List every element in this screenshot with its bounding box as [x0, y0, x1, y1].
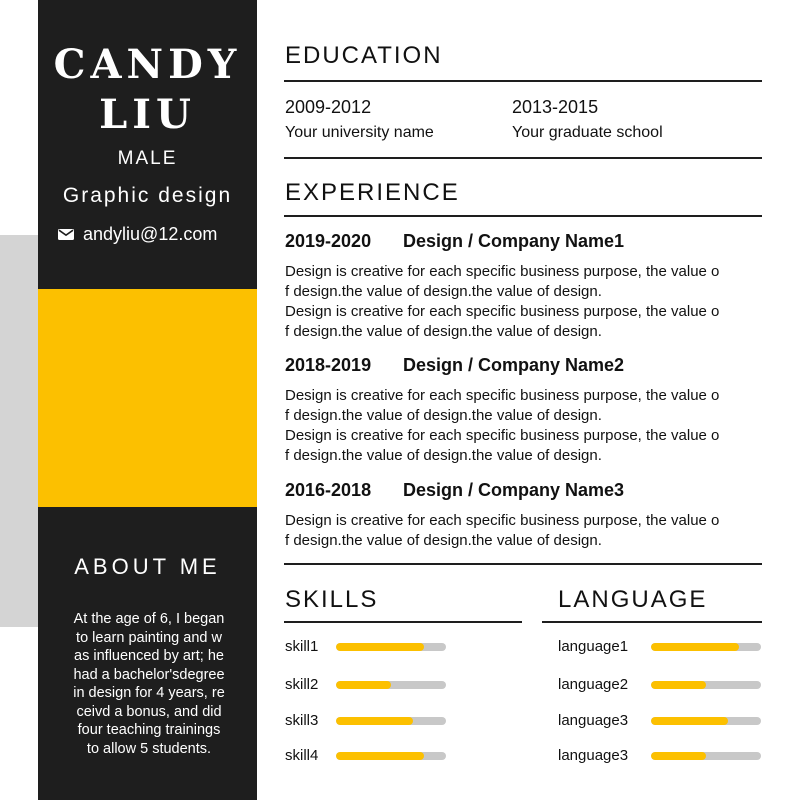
email-row [58, 222, 217, 246]
job-description-1: Design is creative for each specific business purpose, the value o f design.the value of design.the value of design. Design is creative for each specific business purpose, the value o f design.the value of design.the value of design. [285, 263, 720, 340]
language-bar-fill [651, 681, 706, 689]
sidebar [38, 0, 257, 800]
education-divider [284, 80, 762, 82]
skill-label: skill4 [285, 747, 319, 764]
language-label: language3 [558, 712, 629, 729]
education-bottom-divider [284, 157, 762, 159]
skill-label: skill1 [285, 638, 319, 655]
language-label: language2 [558, 676, 629, 693]
education-school-1: Your university name [285, 124, 434, 141]
skill-bar-fill [336, 717, 413, 725]
experience-title: EXPERIENCE [285, 179, 460, 206]
education-years-2: 2013-2015 [512, 97, 599, 117]
language-bar [651, 717, 761, 725]
last-name: LIU [99, 91, 196, 138]
skill-label: skill3 [285, 712, 319, 729]
language-divider [542, 621, 762, 623]
language-title: LANGUAGE [558, 586, 708, 613]
job-description-3: Design is creative for each specific business purpose, the value o f design.the value of design.the value of design. [285, 512, 720, 549]
language-label: language3 [558, 747, 629, 764]
skills-title: SKILLS [285, 586, 379, 613]
job-title: Design / Company Name1 [403, 231, 625, 251]
job-years: 2016-2018 [285, 480, 372, 500]
language-label: language1 [558, 638, 629, 655]
education-school-2: Your graduate school [512, 124, 663, 141]
gender: MALE [117, 148, 178, 169]
job-role: Graphic design [62, 184, 233, 207]
about-me-text: At the age of 6, I began to learn painting and w as influenced by art; he had a bachelor'sdegree in design for 4 years, re ceivd a bonus, and did four teaching trainings to allow 5 students. [73, 611, 225, 757]
decorative-gray-block [0, 235, 38, 627]
job-description-2: Design is creative for each specific business purpose, the value o f design.the value of design.the value of design. Design is creative for each specific business purpose, the value o f design.the value of design.the value of design. [285, 387, 720, 464]
job-years: 2018-2019 [285, 355, 372, 375]
job-heading-1 [285, 231, 624, 252]
experience-divider [284, 215, 762, 217]
skill-bar [336, 752, 446, 760]
education-years-1: 2009-2012 [285, 97, 372, 117]
job-title: Design / Company Name2 [403, 355, 625, 375]
job-years: 2019-2020 [285, 231, 372, 251]
language-bar-fill [651, 643, 739, 651]
language-bar-fill [651, 752, 706, 760]
email-address: andyliu@12.com [83, 223, 218, 244]
skill-bar-fill [336, 752, 424, 760]
skill-bar-fill [336, 643, 424, 651]
language-bar [651, 681, 761, 689]
language-bar [651, 752, 761, 760]
job-title: Design / Company Name3 [403, 480, 625, 500]
envelope-icon [58, 229, 74, 240]
skill-bar [336, 717, 446, 725]
skill-bar-fill [336, 681, 391, 689]
language-bar-fill [651, 717, 728, 725]
job-heading-3 [285, 480, 624, 501]
experience-bottom-divider [284, 563, 762, 565]
skills-divider [284, 621, 522, 623]
skill-bar [336, 681, 446, 689]
about-me-title: ABOUT ME [74, 554, 221, 579]
skill-bar [336, 643, 446, 651]
language-bar [651, 643, 761, 651]
accent-yellow-block [38, 289, 257, 507]
first-name: CANDY [53, 41, 242, 88]
education-title: EDUCATION [285, 42, 443, 69]
skill-label: skill2 [285, 676, 319, 693]
job-heading-2 [285, 355, 624, 376]
